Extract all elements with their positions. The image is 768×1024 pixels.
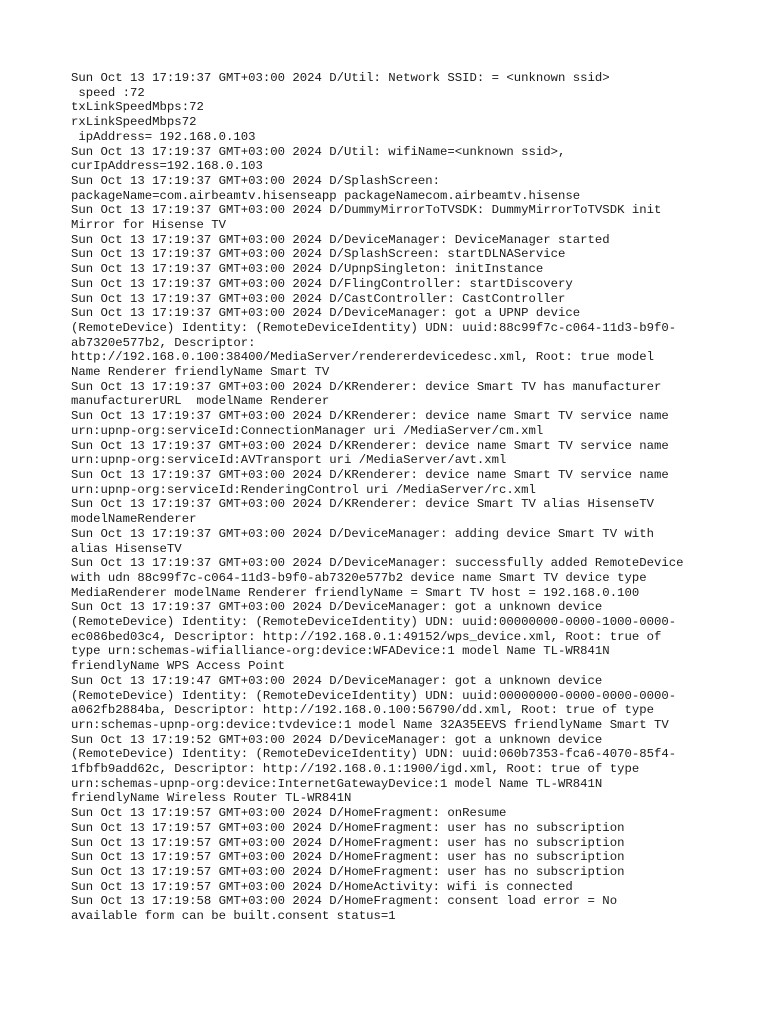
log-line: Sun Oct 13 17:19:37 GMT+03:00 2024 D/KRenderer: device name Smart TV service name — [71, 438, 669, 453]
log-line: urn:schemas-upnp-org:device:InternetGatewayDevice:1 model Name TL-WR841N — [71, 776, 603, 791]
log-line: ipAddress= 192.168.0.103 — [71, 129, 256, 144]
log-line: Sun Oct 13 17:19:57 GMT+03:00 2024 D/HomeFragment: user has no subscription — [71, 864, 625, 879]
log-line: urn:upnp-org:serviceId:RenderingControl uri /MediaServer/rc.xml — [71, 482, 536, 497]
log-line: Sun Oct 13 17:19:47 GMT+03:00 2024 D/DeviceManager: got a unknown device — [71, 673, 603, 688]
log-line: (RemoteDevice) Identity: (RemoteDeviceIdentity) UDN: uuid:88c99f7c-c064-11d3-b9f0- — [71, 320, 677, 335]
log-line: Sun Oct 13 17:19:37 GMT+03:00 2024 D/DeviceManager: DeviceManager started — [71, 232, 610, 247]
log-line: urn:schemas-upnp-org:device:tvdevice:1 model Name 32A35EEVS friendlyName Smart TV — [71, 717, 669, 732]
log-line: friendlyName WPS Access Point — [71, 659, 286, 674]
log-line: Sun Oct 13 17:19:37 GMT+03:00 2024 D/FlingController: startDiscovery — [71, 276, 573, 291]
log-line: Sun Oct 13 17:19:57 GMT+03:00 2024 D/HomeFragment: user has no subscription — [71, 850, 625, 865]
log-line: (RemoteDevice) Identity: (RemoteDeviceIdentity) UDN: uuid:060b7353-fca6-4070-85f4- — [71, 747, 677, 762]
log-line: Sun Oct 13 17:19:37 GMT+03:00 2024 D/UpnpSingleton: initInstance — [71, 262, 544, 277]
log-line: Sun Oct 13 17:19:37 GMT+03:00 2024 D/KRenderer: device Smart TV alias HisenseTV — [71, 497, 654, 512]
log-line: http://192.168.0.100:38400/MediaServer/rendererdevicedesc.xml, Root: true model — [71, 350, 654, 365]
log-line: (RemoteDevice) Identity: (RemoteDeviceIdentity) UDN: uuid:00000000-0000-0000-0000- — [71, 688, 677, 703]
log-line: Sun Oct 13 17:19:58 GMT+03:00 2024 D/HomeFragment: consent load error = No — [71, 894, 618, 909]
log-line: Sun Oct 13 17:19:37 GMT+03:00 2024 D/SplashScreen: startDLNAService — [71, 247, 566, 262]
log-line: curIpAddress=192.168.0.103 — [71, 159, 263, 174]
log-line: Sun Oct 13 17:19:37 GMT+03:00 2024 D/KRenderer: device name Smart TV service name — [71, 409, 669, 424]
log-line: Sun Oct 13 17:19:37 GMT+03:00 2024 D/KRenderer: device name Smart TV service name — [71, 467, 669, 482]
log-line: (RemoteDevice) Identity: (RemoteDeviceIdentity) UDN: uuid:00000000-0000-1000-0000- — [71, 615, 677, 630]
log-line: Sun Oct 13 17:19:37 GMT+03:00 2024 D/KRenderer: device Smart TV has manufacturer — [71, 379, 662, 394]
log-line: with udn 88c99f7c-c064-11d3-b9f0-ab7320e577b2 device name Smart TV device type — [71, 570, 647, 585]
log-line: a062fb2884ba, Descriptor: http://192.168.0.100:56790/dd.xml, Root: true of type — [71, 703, 654, 718]
log-line: Sun Oct 13 17:19:37 GMT+03:00 2024 D/SplashScreen: — [71, 173, 440, 188]
log-line: available form can be built.consent status=1 — [71, 909, 396, 924]
log-line: type urn:schemas-wifialliance-org:device:WFADevice:1 model Name TL-WR841N — [71, 644, 610, 659]
log-line: manufacturerURL modelName Renderer — [71, 394, 330, 409]
log-line: Sun Oct 13 17:19:37 GMT+03:00 2024 D/DeviceManager: got a unknown device — [71, 600, 603, 615]
log-line: Name Renderer friendlyName Smart TV — [71, 365, 330, 380]
log-line: friendlyName Wireless Router TL-WR841N — [71, 791, 352, 806]
log-line: rxLinkSpeedMbps72 — [71, 115, 197, 130]
log-line: urn:upnp-org:serviceId:AVTransport uri /MediaServer/avt.xml — [71, 453, 507, 468]
log-line: Sun Oct 13 17:19:57 GMT+03:00 2024 D/HomeFragment: user has no subscription — [71, 820, 625, 835]
log-line: Sun Oct 13 17:19:57 GMT+03:00 2024 D/HomeActivity: wifi is connected — [71, 879, 573, 894]
log-line: Sun Oct 13 17:19:37 GMT+03:00 2024 D/DeviceManager: adding device Smart TV with — [71, 526, 654, 541]
log-line: 1fbfb9add62c, Descriptor: http://192.168.0.1:1900/igd.xml, Root: true of type — [71, 762, 640, 777]
log-line: Sun Oct 13 17:19:37 GMT+03:00 2024 D/DeviceManager: got a UPNP device — [71, 306, 581, 321]
log-line: ec086bed03c4, Descriptor: http://192.168.0.1:49152/wps_device.xml, Root: true of — [71, 629, 662, 644]
log-line: alias HisenseTV — [71, 541, 182, 556]
log-line: packageName=com.airbeamtv.hisenseapp packageNamecom.airbeamtv.hisense — [71, 188, 581, 203]
log-document — [71, 71, 711, 924]
log-line: modelNameRenderer — [71, 512, 197, 527]
log-line: Mirror for Hisense TV — [71, 218, 226, 233]
log-line: Sun Oct 13 17:19:52 GMT+03:00 2024 D/DeviceManager: got a unknown device — [71, 732, 603, 747]
log-line: Sun Oct 13 17:19:37 GMT+03:00 2024 D/CastController: CastController — [71, 291, 566, 306]
log-line: Sun Oct 13 17:19:37 GMT+03:00 2024 D/DummyMirrorToTVSDK: DummyMirrorToTVSDK init — [71, 203, 662, 218]
log-line: ab7320e577b2, Descriptor: — [71, 335, 256, 350]
log-line: Sun Oct 13 17:19:37 GMT+03:00 2024 D/Util: wifiName=<unknown ssid>, — [71, 144, 566, 159]
log-line: Sun Oct 13 17:19:37 GMT+03:00 2024 D/DeviceManager: successfully added RemoteDevice — [71, 556, 684, 571]
log-line: MediaRenderer modelName Renderer friendlyName = Smart TV host = 192.168.0.100 — [71, 585, 640, 600]
log-line: txLinkSpeedMbps:72 — [71, 100, 204, 115]
log-line: Sun Oct 13 17:19:57 GMT+03:00 2024 D/HomeFragment: user has no subscription — [71, 835, 625, 850]
log-line: speed :72 — [71, 85, 145, 100]
log-line: Sun Oct 13 17:19:37 GMT+03:00 2024 D/Util: Network SSID: = <unknown ssid> — [71, 71, 610, 85]
log-line: Sun Oct 13 17:19:57 GMT+03:00 2024 D/HomeFragment: onResume — [71, 806, 507, 821]
log-line: urn:upnp-org:serviceId:ConnectionManager uri /MediaServer/cm.xml — [71, 423, 544, 438]
